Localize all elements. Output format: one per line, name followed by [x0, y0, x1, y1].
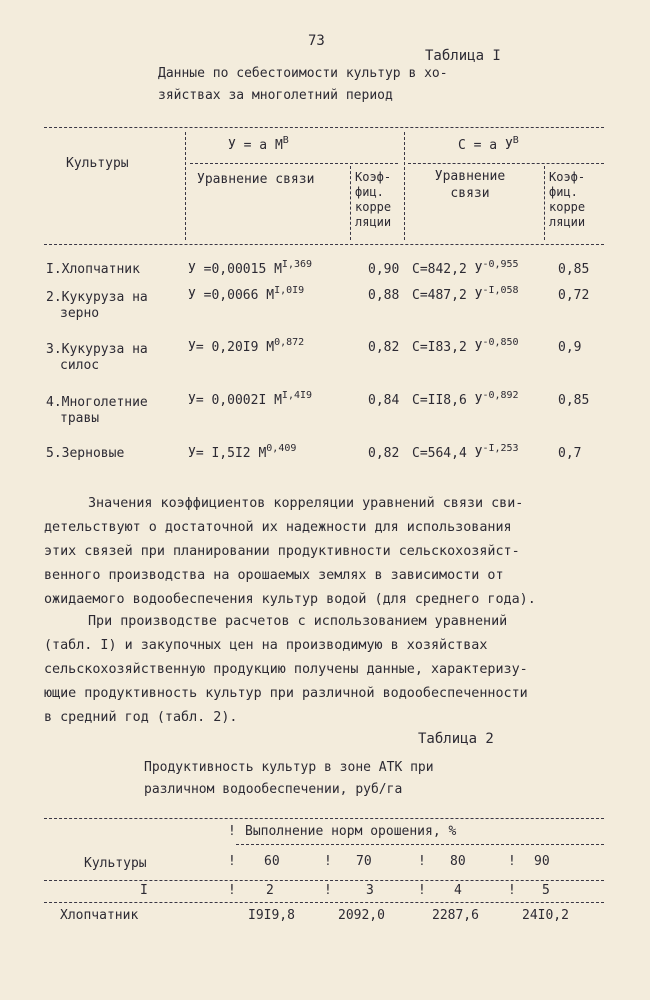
- table2-colnum-5: 5: [542, 883, 550, 898]
- table2-group-bar: !: [228, 824, 236, 839]
- table2-row-1-val-60: I9I9,8: [248, 908, 295, 923]
- paragraph-1: Значения коэффициентов корреляции уравнений связи сви- детельствуют о достаточной их надежности для использования этих связей при планировании продуктивности сельскохозяйст- венного производства на орошаемых землях в зависимости от ожидаемого водообеспечения культур водой (для среднего года).: [44, 496, 536, 607]
- table2-top-rule: [44, 818, 604, 819]
- table1-vrule-2: [350, 166, 351, 240]
- table2-colnum-4: 4: [454, 883, 462, 898]
- table1-header-coef2: Коэф- фиц. корре ляции: [549, 170, 586, 229]
- table2-colnum-bar-1: !: [228, 883, 236, 898]
- table1-caption: Таблица I: [425, 48, 501, 64]
- table1-header-group1: У = а $М^В$: [228, 135, 289, 153]
- table2-header-rule: [44, 880, 604, 881]
- table1-row-1-coef1: 0,90: [368, 262, 400, 277]
- table1-row-4-coef2: 0,85: [558, 393, 590, 408]
- table1-row-5-eq1: У= I,5I2 М$^{0,409}$: [188, 443, 297, 461]
- table1-row-2-coef1: 0,88: [368, 288, 400, 303]
- table2-colnum-bar-2: !: [324, 883, 332, 898]
- table1-row-3-eq1: У= 0,20I9 М$^{0,872}$: [188, 337, 305, 355]
- table1-row-1-eq1: У =0,00015 $М^{I,369}$: [188, 259, 313, 277]
- table1-header-group2: С = а $У^В$: [458, 135, 519, 153]
- table2-header-group: Выполнение норм орошения, %: [245, 824, 457, 839]
- table1-title-line1: Данные по себестоимости культур в хо-: [158, 66, 448, 81]
- table1-row-5-eq2: С=564,4 $У^{-I,253}$: [412, 443, 519, 461]
- table2-row-1-val-70: 2092,0: [338, 908, 385, 923]
- table2-level-bar-4: !: [508, 854, 516, 869]
- table1-row-5-coef2: 0,7: [558, 446, 582, 461]
- table1-header-rule: [44, 244, 604, 245]
- table1-row-2-crop: 2.Кукуруза на зерно: [46, 290, 148, 321]
- table1-row-2-coef2: 0,72: [558, 288, 590, 303]
- table1-header-eq: Уравнение связи: [197, 172, 315, 187]
- table1-row-5-crop: 5.Зерновые: [46, 446, 125, 461]
- table2-row-1-val-90: 24I0,2: [522, 908, 569, 923]
- table1-row-1-eq2: С=842,2 $У^{-0,955}$: [412, 259, 519, 277]
- table2-colnum-2: 2: [266, 883, 274, 898]
- table1-row-4-coef1: 0,84: [368, 393, 400, 408]
- table1-row-5-coef1: 0,82: [368, 446, 400, 461]
- paragraph-2: При производстве расчетов с использованием уравнений (табл. I) и закупочных цен на производимую в хозяйствах сельскохозяйственную продукцию получены данные, характеризу- ющие продуктивность культур при различной водообеспеченности в средний год (табл. 2).: [44, 614, 528, 725]
- table2-caption: Таблица 2: [418, 731, 494, 747]
- table1-row-4-eq1: У= 0,0002I $М^{I,4I9}$: [188, 390, 313, 408]
- table1-row-2-eq1: У =0,0066 $М^{I,0I9}$: [188, 285, 305, 303]
- table2-row-1-val-80: 2287,6: [432, 908, 479, 923]
- table2-header-crops: Культуры: [84, 856, 147, 871]
- table2-colnum-bar-4: !: [508, 883, 516, 898]
- table2-group-rule: [236, 844, 604, 845]
- table1-header-eq2: Уравнение связи: [434, 169, 506, 201]
- table1-row-3-crop: 3.Кукуруза на силос: [46, 342, 148, 373]
- table2-title-line1: Продуктивность культур в зоне АТК при: [144, 760, 434, 775]
- table2-level-60: 60: [264, 854, 280, 869]
- table1-top-rule: [44, 127, 604, 128]
- table2-level-bar-1: !: [228, 854, 236, 869]
- table1-row-3-coef1: 0,82: [368, 340, 400, 355]
- table1-vrule-1: [185, 132, 186, 240]
- table1-group2-rule: [408, 163, 604, 164]
- table1-row-4-crop: 4.Многолетние травы: [46, 395, 148, 426]
- table1-group1-rule: [190, 163, 398, 164]
- table1-title-line2: зяйствах за многолетний период: [158, 88, 393, 103]
- page-number: 73: [308, 33, 325, 49]
- table1-row-3-coef2: 0,9: [558, 340, 582, 355]
- table2-level-70: 70: [356, 854, 372, 869]
- table1-row-2-eq2: С=487,2 $У^{-I,058}$: [412, 285, 519, 303]
- table2-row-1-crop: Хлопчатник: [60, 908, 139, 923]
- table2-level-bar-3: !: [418, 854, 426, 869]
- table1-row-3-eq2: С=I83,2 $У^{-0,850}$: [412, 337, 519, 355]
- table2-colnum-rule: [44, 902, 604, 903]
- table2-colnum-1: I: [140, 883, 148, 898]
- table2-title-line2: различном водообеспечении, руб/га: [144, 782, 403, 797]
- table1-row-4-eq2: С=II8,6 $У^{-0,892}$: [412, 390, 519, 408]
- table1-row-1-coef2: 0,85: [558, 262, 590, 277]
- table1-row-1-crop: I.Хлопчатник: [46, 262, 140, 277]
- table1-vrule-4: [544, 166, 545, 240]
- table2-level-bar-2: !: [324, 854, 332, 869]
- table2-level-90: 90: [534, 854, 550, 869]
- table2-colnum-bar-3: !: [418, 883, 426, 898]
- table2-level-80: 80: [450, 854, 466, 869]
- table2-colnum-3: 3: [366, 883, 374, 898]
- table1-header-coef1: Коэф- фиц. корре ляции: [355, 170, 392, 229]
- table1-header-crops: Культуры: [66, 156, 129, 171]
- table1-vrule-3: [404, 132, 405, 240]
